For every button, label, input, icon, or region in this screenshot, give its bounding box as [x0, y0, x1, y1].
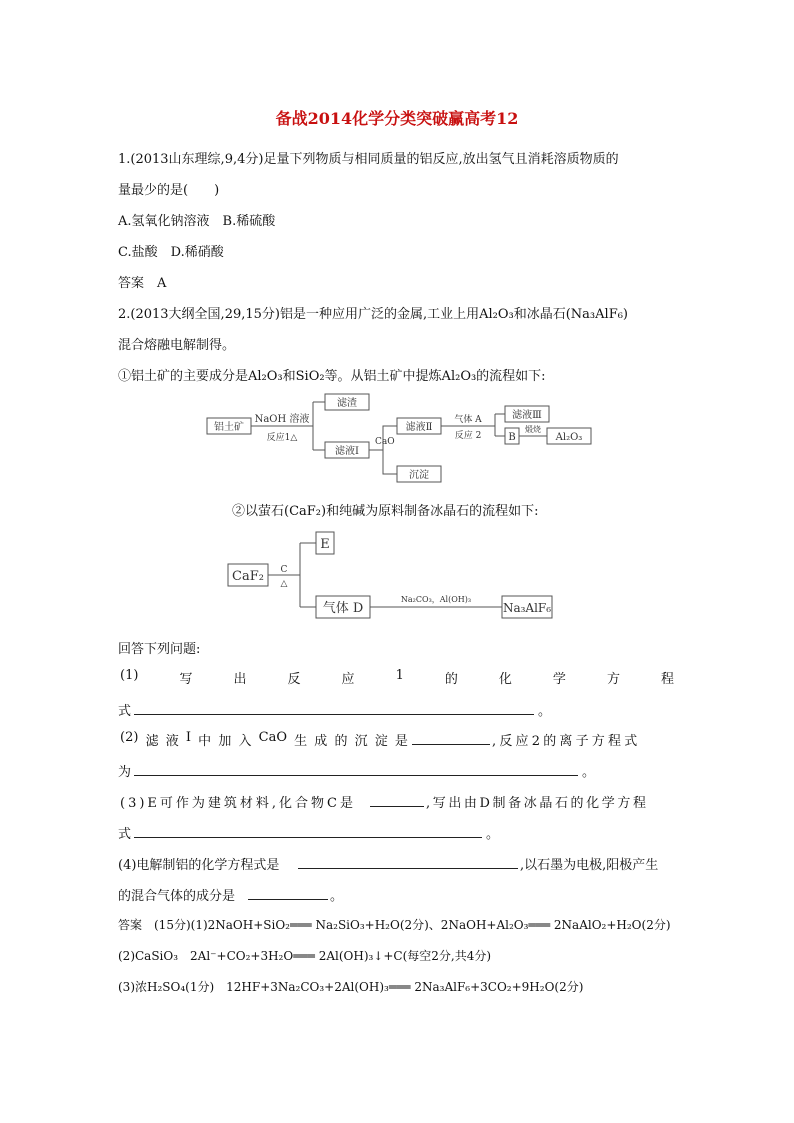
label-reaction1: 反应1△	[266, 433, 298, 443]
subq2-word: 入	[238, 734, 252, 749]
subq1-blank[interactable]	[134, 700, 534, 715]
subq1-word: 的	[444, 672, 458, 687]
label-e: E	[320, 537, 330, 552]
subq1-word: 方	[606, 672, 620, 687]
subq4-blank-a[interactable]	[298, 854, 518, 869]
subq1-word: (1)	[120, 668, 139, 683]
label-b: B	[508, 432, 516, 443]
subq2-end: 。	[582, 765, 596, 780]
subq1-end: 。	[538, 704, 552, 719]
label-filtrate1: 滤液Ⅰ	[335, 446, 359, 457]
label-al2o3: Al₂O₃	[555, 432, 583, 443]
subq3-b: ,写出由D制备冰晶石的化学方程	[426, 796, 649, 811]
subq1-word: 出	[233, 672, 247, 687]
label-filtrate3: 滤液Ⅲ	[512, 410, 542, 421]
label-caf2: CaF₂	[232, 569, 264, 584]
subq2-word: 沉	[354, 734, 368, 749]
subq3-blank-a[interactable]	[370, 792, 424, 807]
subq1-word: 应	[341, 672, 355, 687]
label-filtrate2: 滤液Ⅱ	[405, 422, 433, 433]
subq2-blank-b[interactable]	[134, 761, 578, 776]
subq2-tail: 为	[118, 765, 132, 780]
subq1-word: 1	[395, 668, 404, 683]
subq2-word: 滤	[145, 734, 159, 749]
subq3-tail: 式	[118, 827, 132, 842]
subq1-word: 化	[498, 672, 512, 687]
subq1-word: 写	[179, 672, 193, 687]
label-cao: CaO	[375, 437, 395, 447]
subq1-word: 学	[552, 672, 566, 687]
label-heat: △	[280, 579, 288, 589]
subq3-end: 。	[486, 827, 500, 842]
q1-answer: 答案 A	[118, 276, 167, 291]
answer-2: (2)CaSiO₃ 2Al⁻+CO₂+3H₂O═══ 2Al(OH)₃↓+C(每空2分,共4分)	[118, 949, 492, 963]
subq4-a: (4)电解制铝的化学方程式是	[118, 858, 280, 873]
q2-part1: ①铝土矿的主要成分是Al₂O₃和SiO₂等。从铝土矿中提炼Al₂O₃的流程如下:	[118, 369, 546, 384]
subq1-word: 反	[287, 672, 301, 687]
q2-line2: 混合熔融电解制得。	[118, 338, 236, 353]
label-reagents: Na₂CO₃，Al(OH)₃	[400, 595, 472, 604]
subq2-word: (2)	[120, 730, 139, 745]
label-gas-d: 气体 D	[322, 601, 364, 616]
subq2-word: CaO	[258, 730, 287, 745]
subq2-word: 淀	[374, 734, 388, 749]
subq1-line	[120, 668, 674, 687]
subq2-word: 加	[218, 734, 232, 749]
label-reagent1: NaOH 溶液	[254, 414, 310, 425]
answer-1: 答案 (15分)(1)2NaOH+SiO₂═══ Na₂SiO₃+H₂O(2分)、2NaOH+Al₂O₃═══ 2NaAlO₂+H₂O(2分)	[118, 918, 671, 932]
subq4-blank-b[interactable]	[248, 885, 328, 900]
label-residue: 滤渣	[337, 398, 357, 409]
q2-part2: ②以萤石(CaF₂)和纯碱为原料制备冰晶石的流程如下:	[232, 504, 539, 519]
subq2-word: 生	[294, 734, 308, 749]
label-cryolite: Na₃AlF₆	[502, 601, 552, 615]
subq3-blank-b[interactable]	[134, 823, 482, 838]
q2-prompt: 回答下列问题:	[118, 642, 201, 657]
subq2-word: 中	[198, 734, 212, 749]
q1-line1: 1.(2013山东理综,9,4分)足量下列物质与相同质量的铝反应,放出氢气且消耗溶质物质的	[118, 152, 619, 167]
subq2-word: 是	[394, 734, 408, 749]
label-ore: 铝土矿	[214, 422, 244, 433]
subq2-word: 成	[314, 734, 328, 749]
label-gas-a: 气体 A	[454, 415, 482, 425]
subq4-c: 的混合气体的成分是	[118, 889, 236, 904]
subq1-tail: 式	[118, 704, 132, 719]
subq2-blank-a[interactable]	[412, 730, 490, 745]
answer-3: (3)浓H₂SO₄(1分) 12HF+3Na₂CO₃+2Al(OH)₃═══ 2Na₃AlF₆+3CO₂+9H₂O(2分)	[118, 980, 584, 994]
cryolite-flowchart	[226, 528, 556, 624]
subq3-a: (3)E可作为建筑材料,化合物C是	[120, 796, 356, 811]
subq2-line	[120, 730, 408, 749]
bauxite-flowchart	[205, 388, 595, 488]
subq2-word: 液	[165, 734, 179, 749]
q1-options-ab: A.氢氧化钠溶液 B.稀硫酸	[118, 214, 276, 229]
subq4-end: 。	[330, 889, 344, 904]
label-precipitate: 沉淀	[409, 470, 429, 481]
page-title: 备战2014化学分类突破赢高考12	[275, 109, 519, 128]
subq2-word: Ⅰ	[185, 730, 192, 745]
subq2-mid: ,反应2的离子方程式	[492, 734, 641, 749]
q2-line1: 2.(2013大纲全国,29,15分)铝是一种应用广泛的金属,工业上用Al₂O₃和冰晶石(Na₃AlF₆)	[118, 307, 628, 322]
subq1-word: 程	[660, 672, 674, 687]
label-reaction2: 反应 2	[454, 431, 482, 441]
q1-options-cd: C.盐酸 D.稀硝酸	[118, 245, 224, 260]
subq4-b: ,以石墨为电极,阳极产生	[520, 858, 659, 873]
q1-line2: 量最少的是( )	[118, 183, 220, 198]
subq2-word: 的	[334, 734, 348, 749]
label-c: C	[280, 565, 288, 575]
label-calcine: 煅烧	[525, 425, 541, 434]
